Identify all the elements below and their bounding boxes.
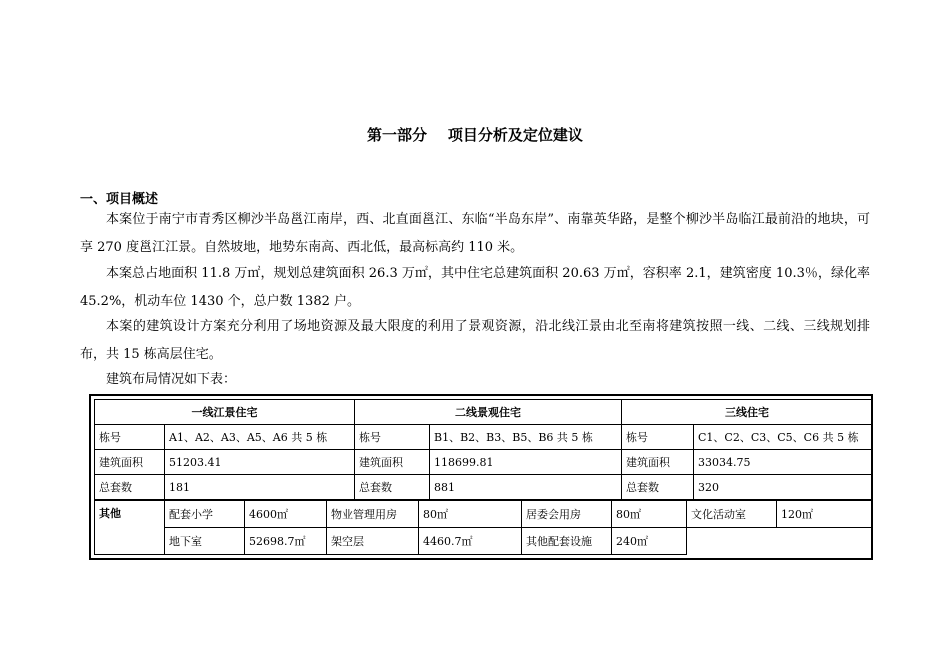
table-row xyxy=(95,425,873,450)
cell-value: 33034.75 xyxy=(694,450,873,475)
cell-value: 320 xyxy=(694,475,873,500)
cell-label: 居委会用房 xyxy=(522,501,612,528)
cell-label: 总套数 xyxy=(622,475,694,500)
cell-value: 181 xyxy=(165,475,355,500)
paragraph-table-intro: 建筑布局情况如下表： xyxy=(106,372,237,387)
building-layout-table xyxy=(89,394,873,560)
cell-label: 栋号 xyxy=(355,425,430,450)
cell-label: 栋号 xyxy=(622,425,694,450)
cell-label: 架空层 xyxy=(327,528,419,555)
table-row xyxy=(95,450,873,475)
cell-label: 栋号 xyxy=(95,425,165,450)
cell-value: 51203.41 xyxy=(165,450,355,475)
paragraph-area-stats: 本案总占地面积 11.8 万㎡，规划总建筑面积 26.3 万㎡，其中住宅总建筑面积 20.63 万㎡，容积率 2.1，建筑密度 10.3％，绿化率 45.2%，机动车位 1430 个，总户数 1382 户。 xyxy=(80,266,870,309)
cell-label: 建筑面积 xyxy=(355,450,430,475)
cell-value: 80㎡ xyxy=(419,501,522,528)
table-row xyxy=(95,528,873,555)
cell-value: 881 xyxy=(430,475,622,500)
cell-label: 地下室 xyxy=(165,528,245,555)
paragraph-design-plan: 本案的建筑设计方案充分利用了场地资源及最大限度的利用了景观资源，沿北线江景由北至南将建筑按照一线、二线、三线规划排布，共 15 栋高层住宅。 xyxy=(80,319,870,362)
section-heading: 一、项目概述 xyxy=(80,192,159,207)
cell-value: 120㎡ xyxy=(777,501,873,528)
cell-value: 4460.7㎡ xyxy=(419,528,522,555)
cell-value: 4600㎡ xyxy=(245,501,327,528)
paragraph-location: 本案位于南宁市青秀区柳沙半岛邕江南岸，西、北直面邕江、东临“半岛东岸”、南靠英华路，是整个柳沙半岛临江最前沿的地块，可享 270 度邕江江景。自然坡地，地势东南高、西北低，最高标高约 110 米。 xyxy=(80,212,870,255)
header-second-line: 二线景观住宅 xyxy=(355,400,622,425)
cell-value: 80㎡ xyxy=(612,501,687,528)
cell-label: 总套数 xyxy=(95,475,165,500)
page-title: 第一部分 项目分析及定位建议 xyxy=(367,126,583,144)
table-row xyxy=(95,475,873,500)
cell-value: 240㎡ xyxy=(612,528,687,555)
cell-label: 建筑面积 xyxy=(622,450,694,475)
cell-value: 118699.81 xyxy=(430,450,622,475)
residence-grid xyxy=(94,399,873,500)
header-third-line: 三线住宅 xyxy=(622,400,873,425)
cell-value: A1、A2、A3、A5、A6 共 5 栋 xyxy=(165,425,355,450)
empty-cell xyxy=(687,528,873,555)
cell-value: 52698.7㎡ xyxy=(245,528,327,555)
cell-label: 配套小学 xyxy=(165,501,245,528)
table-header-row xyxy=(95,400,873,425)
cell-value: B1、B2、B3、B5、B6 共 5 栋 xyxy=(430,425,622,450)
table-row xyxy=(95,501,873,528)
other-facilities-table xyxy=(94,500,873,555)
cell-label: 其他配套设施 xyxy=(522,528,612,555)
cell-label: 文化活动室 xyxy=(687,501,777,528)
other-label: 其他 xyxy=(95,501,165,555)
cell-label: 物业管理用房 xyxy=(327,501,419,528)
cell-value: C1、C2、C3、C5、C6 共 5 栋 xyxy=(694,425,873,450)
cell-label: 建筑面积 xyxy=(95,450,165,475)
cell-label: 总套数 xyxy=(355,475,430,500)
header-first-line: 一线江景住宅 xyxy=(95,400,355,425)
